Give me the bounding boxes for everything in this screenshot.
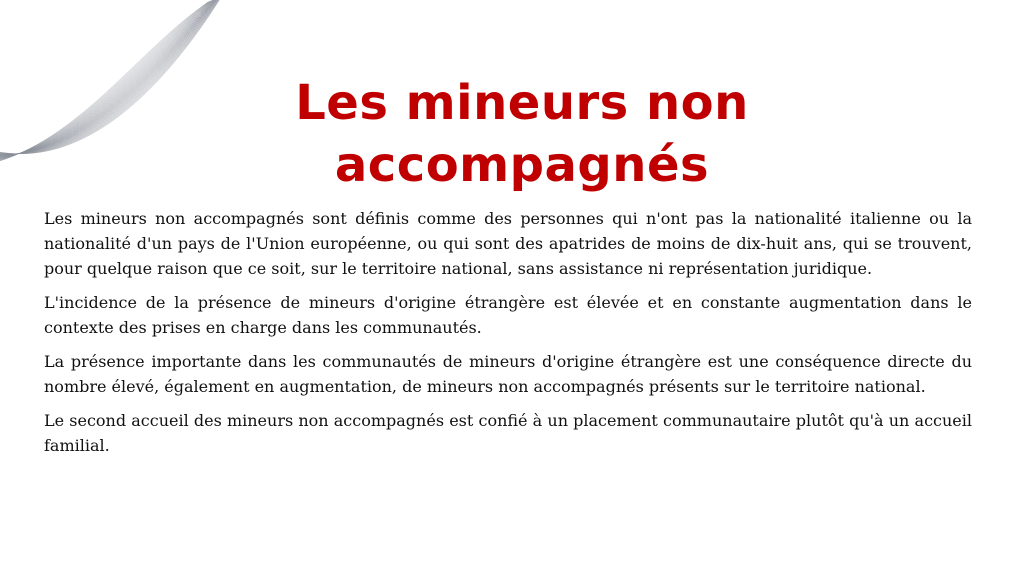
page-title: Les mineurs non accompagnés: [295, 75, 749, 193]
wave-line: [0, 2, 208, 164]
paragraph-incidence: L'incidence de la présence de mineurs d'origine étrangère est élevée et en constante augmentation dans le contexte des prises en charge dans les communautés.: [44, 293, 972, 337]
paragraph-presence: La présence importante dans les communautés de mineurs d'origine étrangère est une conséquence directe du nombre élevé, également en augmentation, de mineurs non accompagnés présents sur le territoire national.: [44, 352, 972, 396]
slide-body: [44, 206, 972, 467]
paragraph-second-accueil: Le second accueil des mineurs non accompagnés est confié à un placement communautaire plutôt qu'à un accueil familial.: [44, 411, 972, 455]
paragraph-definition: Les mineurs non accompagnés sont définis comme des personnes qui n'ont pas la nationalité italienne ou la nationalité d'un pays de l'Union européenne, ou qui sont des apatrides de moins de dix-huit ans, qui se trouvent, pour quelque raison que ce soit, sur le territoire national, sans assistance ni représentation juridique.: [44, 209, 972, 278]
wave-line: [0, 0, 213, 159]
wave-lines-icon: [0, 0, 240, 200]
